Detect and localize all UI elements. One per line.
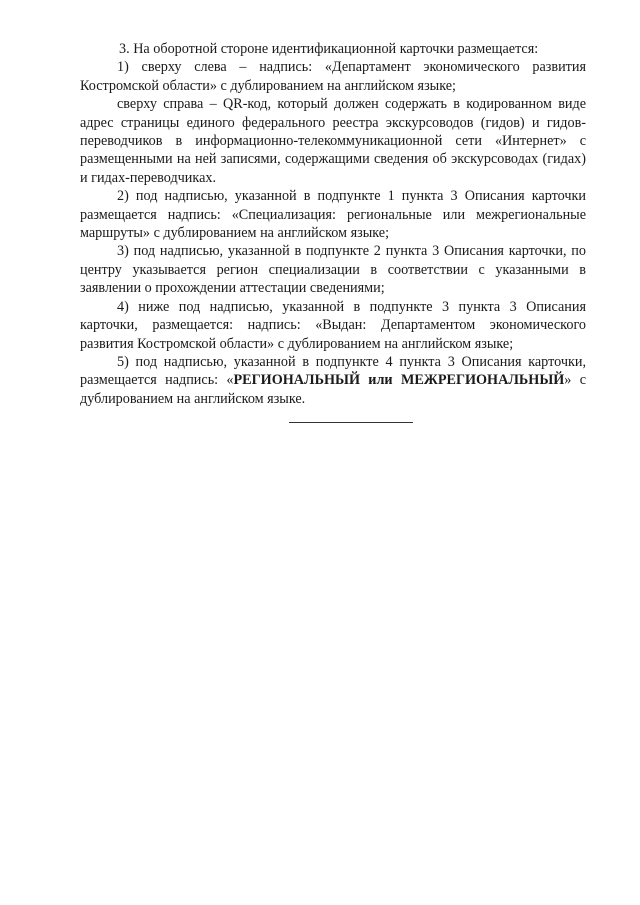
document-body	[80, 40, 586, 408]
item-2-specialization: 2) под надписью, указанной в подпункте 1 пункта 3 Описания карточки размещается надпись: «Специализация: региональные или межрегиональные маршруты» с дублированием на английском языке;	[80, 188, 586, 242]
item-5-text-after: » с дублированием на английском языке.	[80, 372, 586, 407]
item-5-route-type	[80, 353, 586, 408]
item-5-text-before: 5) под надписью, указанной в подпункте 4 пункта 3 Описания карточки, размещается надпись: «	[80, 353, 586, 389]
item-1-top-right-qr: сверху справа – QR-код, который должен содержать в кодированном виде адрес страницы единого федерального реестра экскурсоводов (гидов) и гидов-переводчиков в информационно-телекоммуникационной сети «Интернет» с размещенными на ней записями, содержащими сведения об экскурсоводах (гидах) и гидах-переводчиках.	[80, 96, 586, 186]
item-5-regional: РЕГИОНАЛЬНЫЙ	[233, 372, 360, 389]
item-5-or: или	[359, 372, 401, 389]
section-intro: 3. На оборотной стороне идентификационной карточки размещается:	[119, 41, 539, 57]
item-1-top-left: 1) сверху слева – надпись: «Департамент экономического развития Костромской области» с дублированием на английском языке;	[80, 59, 586, 94]
item-3-region: 3) под надписью, указанной в подпункте 2 пункта 3 Описания карточки, по центру указывается регион специализации в соответствии с указанными в заявлении о прохождении аттестации сведениями;	[80, 243, 586, 297]
item-4-issued-by: 4) ниже под надписью, указанной в подпункте 3 пункта 3 Описания карточки, размещается: надпись: «Выдан: Департаментом экономического развития Костромской области» с дублированием на английском языке;	[80, 298, 586, 352]
item-5-interregional: МЕЖРЕГИОНАЛЬНЫЙ	[400, 372, 565, 389]
closing-divider	[289, 422, 413, 423]
